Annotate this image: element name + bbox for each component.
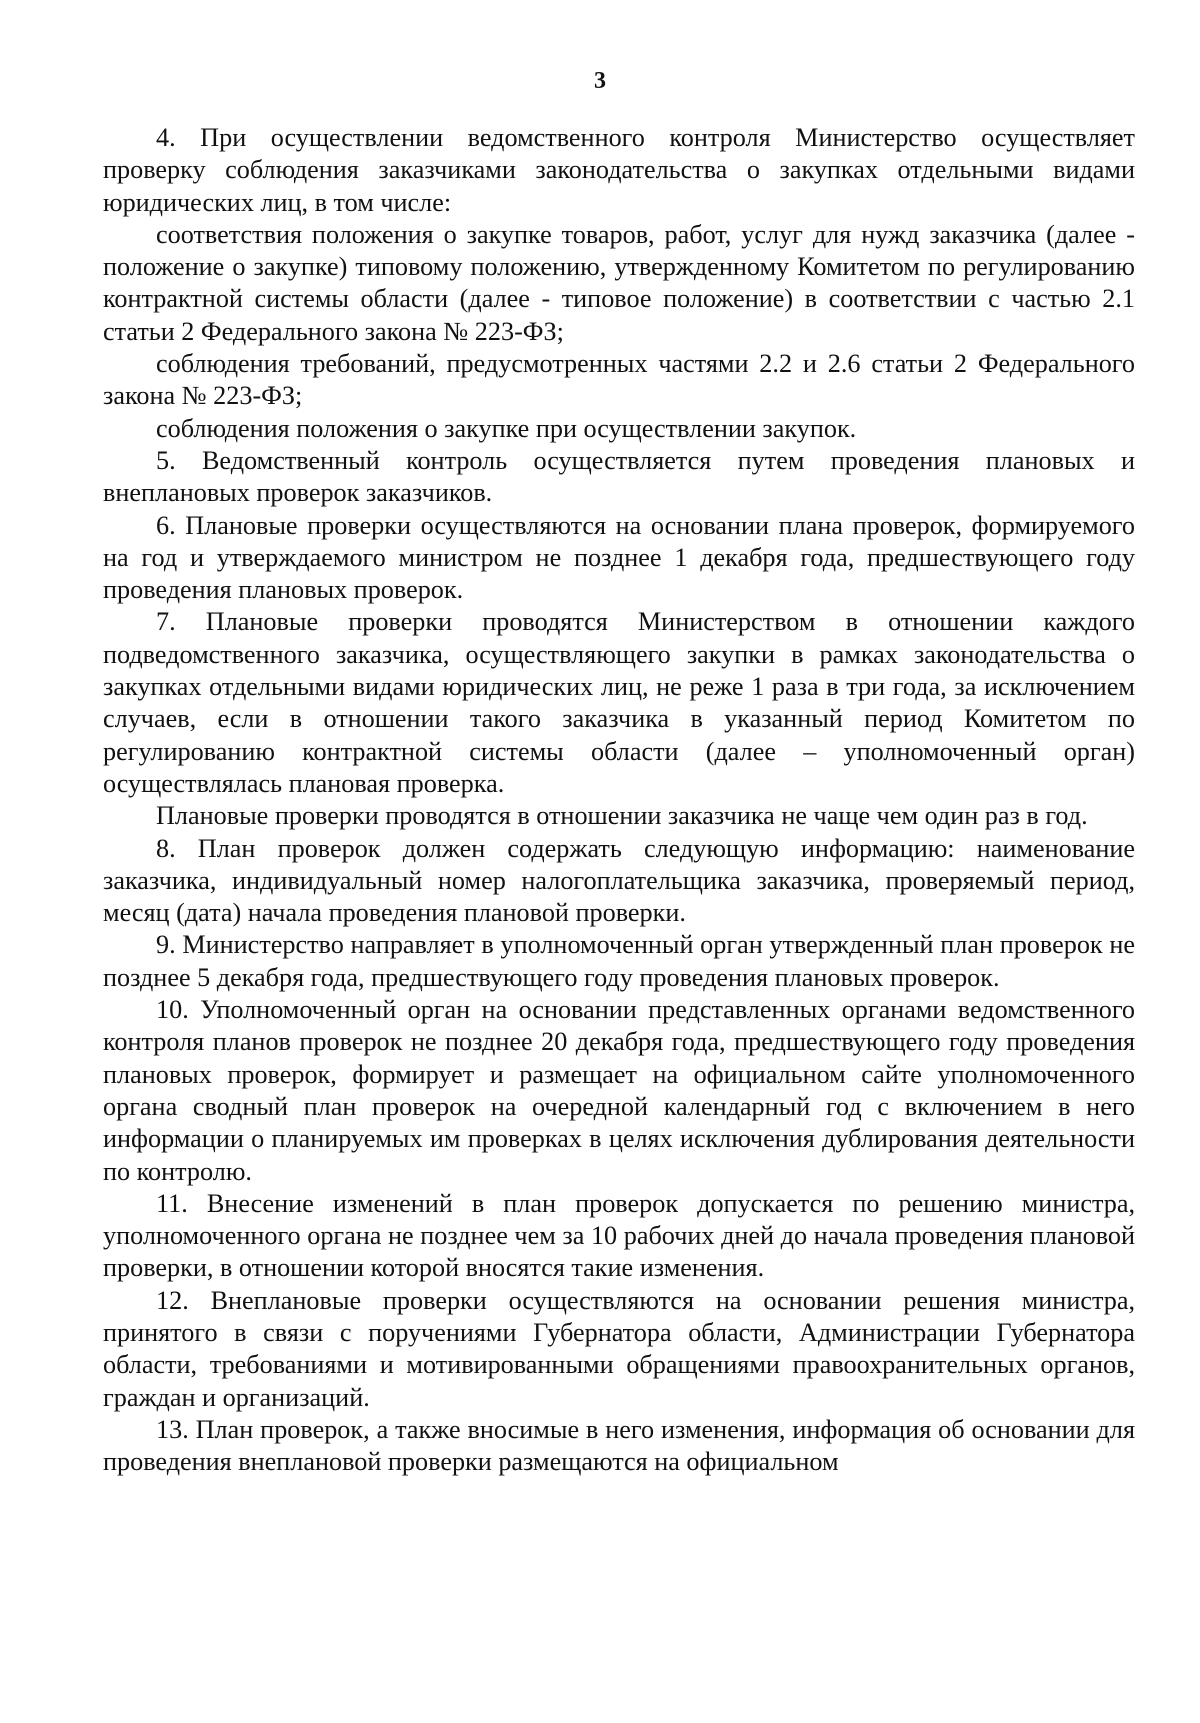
paragraph-9: 9. Министерство направляет в уполномоченный орган утвержденный план проверок не позднее 5 декабря года, предшествующего году проведения плановых проверок. bbox=[103, 930, 1135, 992]
document-body bbox=[103, 122, 1135, 1478]
paragraph-8: 8. План проверок должен содержать следующую информацию: наименование заказчика, индивидуальный номер налогоплательщика заказчика, проверяемый период, месяц (дата) начала проведения плановой проверки. bbox=[103, 833, 1135, 928]
paragraph-6: 6. Плановые проверки осуществляются на основании плана проверок, формируемого на год и утверждаемого министром не позднее 1 декабря года, предшествующего году проведения плановых проверок. bbox=[103, 510, 1135, 605]
paragraph-4: 4. При осуществлении ведомственного контроля Министерство осуществляет проверку соблюдения заказчиками законодательства о закупках отдельными видами юридических лиц, в том числе: bbox=[103, 123, 1135, 217]
paragraph-13: 13. План проверок, а также вносимые в него изменения, информация об основании для проведения внеплановой проверки размещаются на официальном bbox=[103, 1414, 1135, 1477]
paragraph-7-note: Плановые проверки проводятся в отношении заказчика не чаще чем один раз в год. bbox=[156, 801, 1088, 831]
paragraph-4-item-2: соблюдения требований, предусмотренных частями 2.2 и 2.6 статьи 2 Федерального закона № 223-ФЗ; bbox=[103, 349, 1135, 411]
page-number: 3 bbox=[594, 68, 606, 94]
paragraph-4-item-3: соблюдения положения о закупке при осуществлении закупок. bbox=[156, 413, 857, 443]
paragraph-12: 12. Внеплановые проверки осуществляются на основании решения министра, принятого в связи с поручениями Губернатора области, Администрации Губернатора области, требованиями и мотивированными обращениями правоохранительных органов, граждан и организаций. bbox=[103, 1285, 1135, 1412]
paragraph-4-item-1: соответствия положения о закупке товаров, работ, услуг для нужд заказчика (далее - положение о закупке) типовому положению, утвержденному Комитетом по регулированию контрактной системы области (далее - типовое положение) в соответствии с частью 2.1 статьи 2 Федерального закона № 223-ФЗ; bbox=[103, 219, 1135, 346]
paragraph-5: 5. Ведомственный контроль осуществляется путем проведения плановых и внеплановых проверок заказчиков. bbox=[103, 445, 1135, 508]
paragraph-10: 10. Уполномоченный орган на основании представленных органами ведомственного контроля планов проверок не позднее 20 декабря года, предшествующего году проведения плановых проверок, формирует и размещает на официальном сайте уполномоченного органа сводный план проверок на очередной календарный год с включением в него информации о планируемых им проверках в целях исключения дублирования деятельности по контролю. bbox=[103, 995, 1135, 1186]
paragraph-7: 7. Плановые проверки проводятся Министерством в отношении каждого подведомственного заказчика, осуществляющего закупки в рамках законодательства о закупках отдельными видами юридических лиц, не реже 1 раза в три года, за исключением случаев, если в отношении такого заказчика в указанный период Комитетом по регулированию контрактной системы области (далее – уполномоченный орган) осуществлялась плановая проверка. bbox=[103, 607, 1135, 798]
paragraph-11: 11. Внесение изменений в план проверок допускается по решению министра, уполномоченного органа не позднее чем за 10 рабочих дней до начала проведения плановой проверки, в отношении которой вносятся такие изменения. bbox=[103, 1188, 1135, 1283]
